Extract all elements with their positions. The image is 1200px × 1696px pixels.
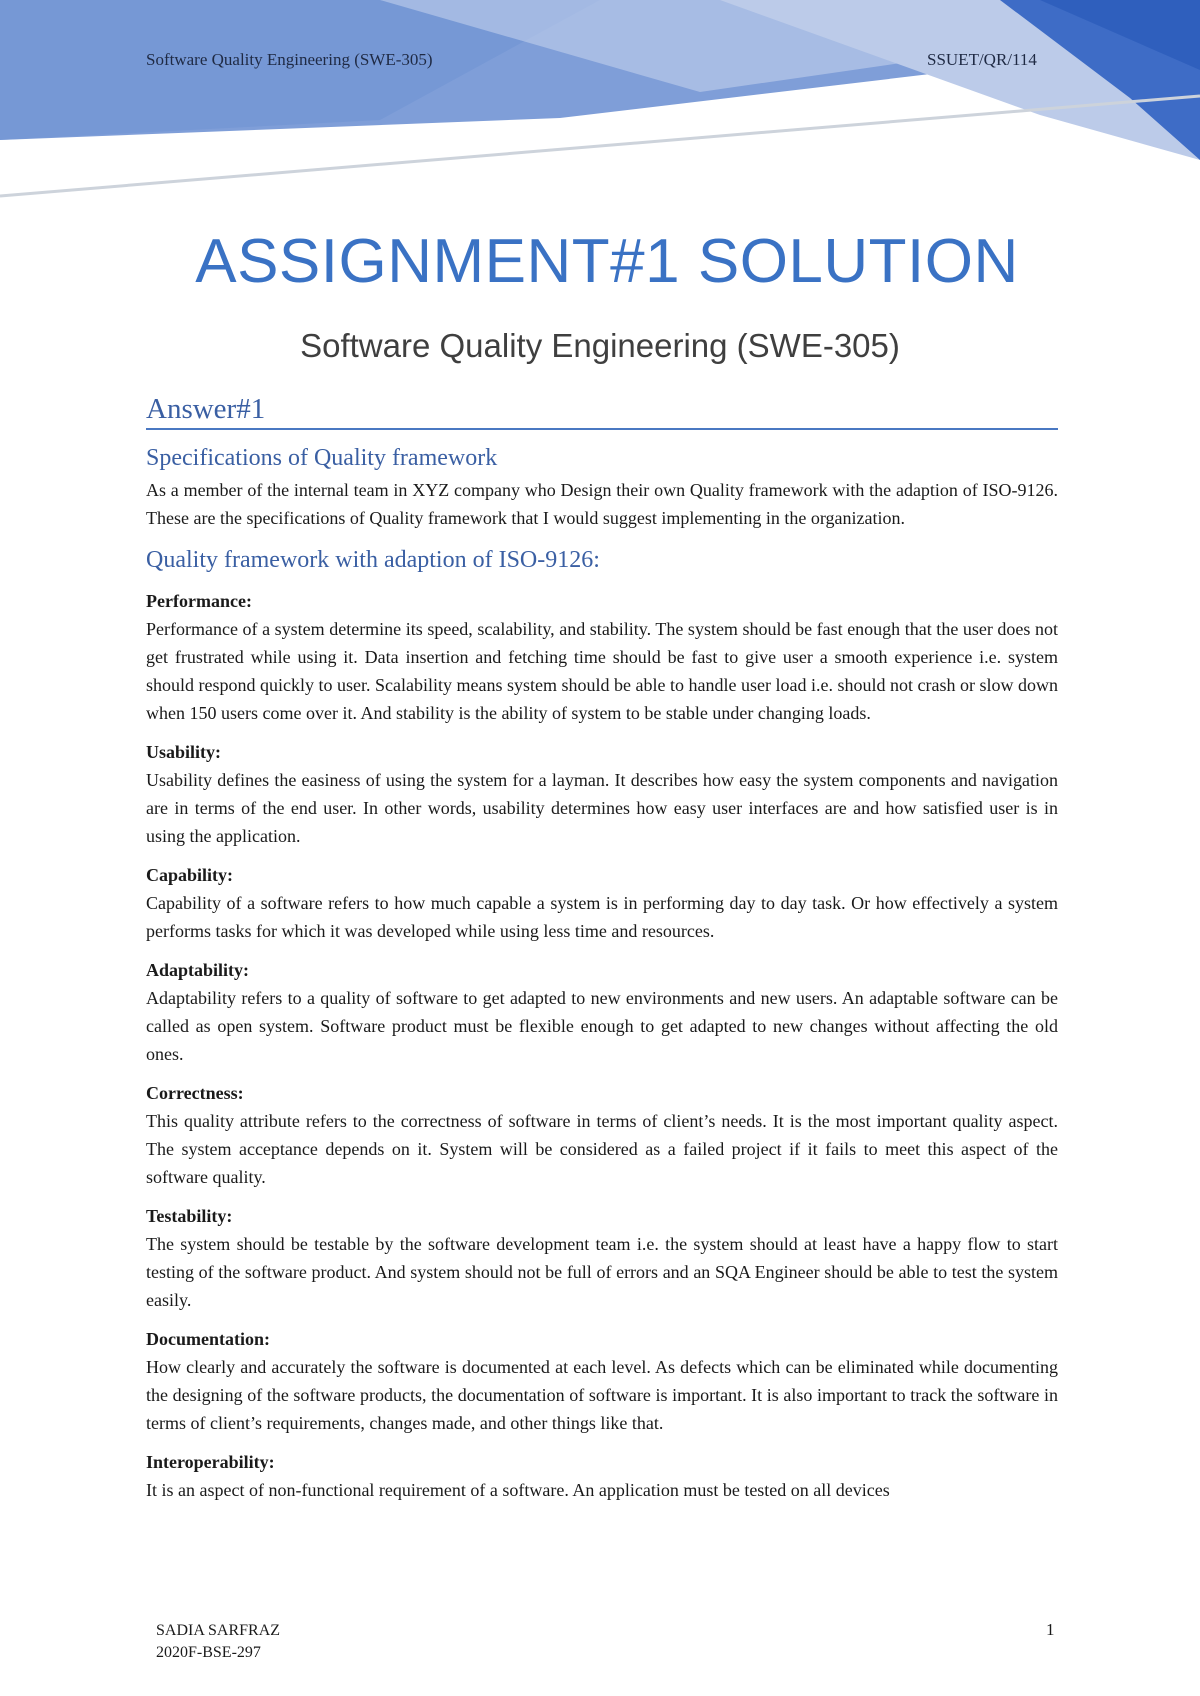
section-title: Performance: (146, 591, 252, 611)
document-title: ASSIGNMENT#1 SOLUTION (195, 227, 1019, 296)
footer-name: SADIA SARFRAZ (156, 1622, 281, 1639)
framework-heading: Quality framework with adaption of ISO-9126: (146, 547, 600, 573)
document-subtitle: Software Quality Engineering (SWE-305) (300, 327, 900, 364)
section-text: Capability of a software refers to how much capable a system is in performing day to day task. Or how effectively a system performs tasks for which it was developed while using less time and resources. (146, 893, 1058, 941)
section-title: Usability: (146, 742, 222, 762)
section-capability (146, 861, 1058, 945)
section-adaptability (146, 956, 1058, 1068)
section-usability (146, 738, 1058, 850)
section-title: Correctness: (146, 1083, 244, 1103)
section-text: Performance of a system determine its speed, scalability, and stability. The system should be fast enough that the user does not get frustrated while using it. Data insertion and fetching time should be fast to give user a smooth experience i.e. system should respond quickly to user. Scalability means system should be able to handle user load i.e. should not crash or slow down when 150 users come over it. And stability is the ability of system to be stable under changing loads. (146, 619, 1058, 723)
section-text: How clearly and accurately the software is documented at each level. As defects which can be eliminated while documenting the designing of the software products, the documentation of software is important. It is also important to track the software in terms of client’s requirements, changes made, and other things like that. (146, 1357, 1058, 1433)
intro-paragraph: As a member of the internal team in XYZ company who Design their own Quality framework with the adaption of ISO-9126. These are the specifications of Quality framework that I would suggest implementing in the organization. (146, 480, 1058, 528)
footer-author (156, 1620, 280, 1664)
section-title: Capability: (146, 865, 234, 885)
section-title: Testability: (146, 1206, 233, 1226)
section-testability (146, 1202, 1058, 1314)
running-header-code: SSUET/QR/114 (927, 50, 1037, 69)
header-banner-graphic (0, 0, 1200, 220)
section-title: Adaptability: (146, 960, 250, 980)
section-text: Adaptability refers to a quality of software to get adapted to new environments and new users. An adaptable software can be called as open system. Software product must be flexible enough to get adapted to new changes without affecting the old ones. (146, 988, 1058, 1064)
section-title: Documentation: (146, 1329, 270, 1349)
section-interoperability (146, 1448, 1058, 1504)
section-text: This quality attribute refers to the correctness of software in terms of client’s needs. It is the most important quality aspect. The system acceptance depends on it. System will be considered as a failed project if it fails to meet this aspect of the software quality. (146, 1111, 1058, 1187)
section-text: The system should be testable by the software development team i.e. the system should at least have a happy flow to start testing of the software product. And system should not be full of errors and an SQA Engineer should be able to test the system easily. (146, 1234, 1058, 1310)
running-header-course: Software Quality Engineering (SWE-305) (146, 50, 433, 69)
answer-heading: Answer#1 (146, 391, 1058, 430)
section-text: Usability defines the easiness of using the system for a layman. It describes how easy the system components and navigation are in terms of the end user. In other words, usability determines how easy user interfaces are and how satisfied user is in using the application. (146, 770, 1058, 846)
page-number: 1 (1046, 1620, 1055, 1639)
footer-student-id: 2020F-BSE-297 (156, 1644, 261, 1661)
specifications-heading: Specifications of Quality framework (146, 445, 498, 471)
section-correctness (146, 1079, 1058, 1191)
section-text: It is an aspect of non-functional requirement of a software. An application must be tested on all devices (146, 1480, 890, 1500)
section-title: Interoperability: (146, 1452, 275, 1472)
document-body (146, 391, 1058, 1515)
section-documentation (146, 1325, 1058, 1437)
section-performance (146, 587, 1058, 727)
